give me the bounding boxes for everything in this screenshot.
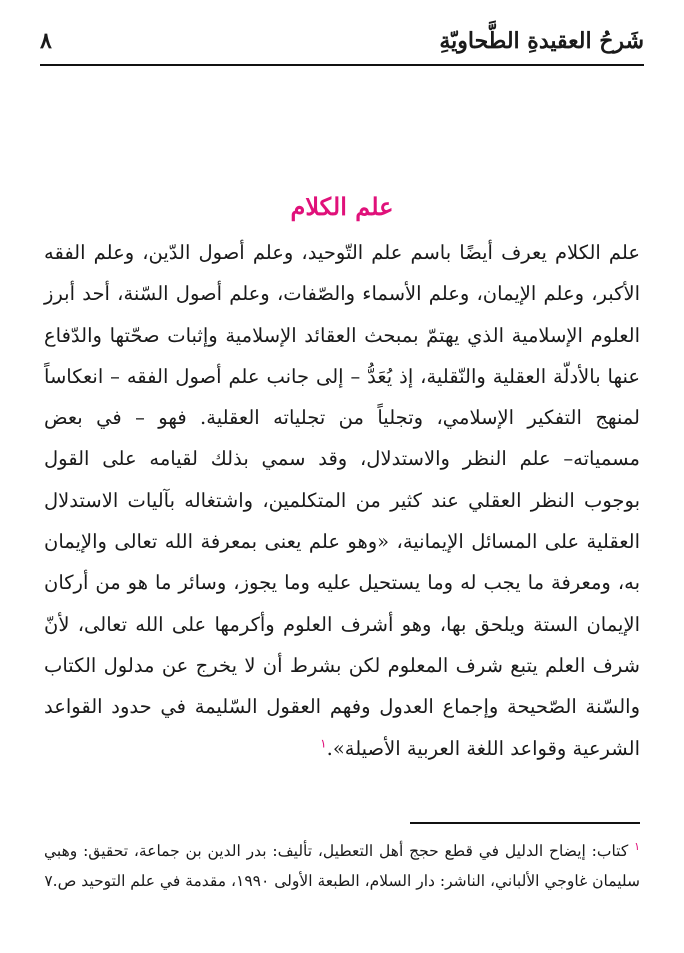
page-number: ٨ <box>40 28 52 54</box>
footnote <box>44 836 640 896</box>
footnote-reference[interactable]: ١ <box>320 736 327 751</box>
footnote-divider <box>410 822 640 824</box>
body-paragraph-text: علم الكلام يعرف أيضًا باسم علم التّوحيد، وعلم أصول الدّين، وعلم الفقه الأكبر، وعلم الإيمان، وعلم الأسماء والصّفات، وعلم أصول السّنة، أحد أبرز العلوم الإسلامية الذي يهتمّ بمبحث العقائد الإسلامية وإثبات صحّتها والدّفاع عنها بالأدلّة العقلية والنّقلية، إذ يُعَدُّ – إلى جانب علم أصول الفقه – انعكاساً لمنهج التفكير الإسلامي، وتجلياً من تجلياته العقلية. فهو – في بعض مسمياته– علم النظر والاستدلال، وقد سمي بذلك لقيامه على القول بوجوب النظر العقلي عند كثير من المتكلمين، واشتغاله بآليات الاستدلال العقلية على المسائل الإيمانية، «وهو علم يعنى بمعرفة الله تعالى والإيمان به، ومعرفة ما يجب له وما يستحيل عليه وما يجوز، وسائر ما هو من أركان الإيمان الستة ويلحق بها، وهو أشرف العلوم وأكرمها على الله تعالى، لأنّ شرف العلم يتبع شرف المعلوم لكن بشرط أن لا يخرج عن مدلول الكتاب والسّنة الصّحيحة وإجماع العدول وفهم العقول السّليمة في حدود القواعد الشرعية وقواعد اللغة العربية الأصيلة». <box>44 241 640 760</box>
running-title: شَرحُ العقيدةِ الطَّحاويّةِ <box>439 28 644 54</box>
page-header <box>40 24 644 66</box>
section-heading: علم الكلام <box>290 192 394 221</box>
body-paragraph <box>44 232 640 769</box>
footnote-marker: ١ <box>634 839 641 853</box>
footnote-text: كتاب: إيضاح الدليل في قطع حجج أهل التعطيل، تأليف: بدر الدين بن جماعة، تحقيق: وهبي سليمان غاوجي الألباني، الناشر: دار السلام، الطبعة الأولى ١٩٩٠، مقدمة في علم التوحيد ص.٧ <box>44 842 640 890</box>
